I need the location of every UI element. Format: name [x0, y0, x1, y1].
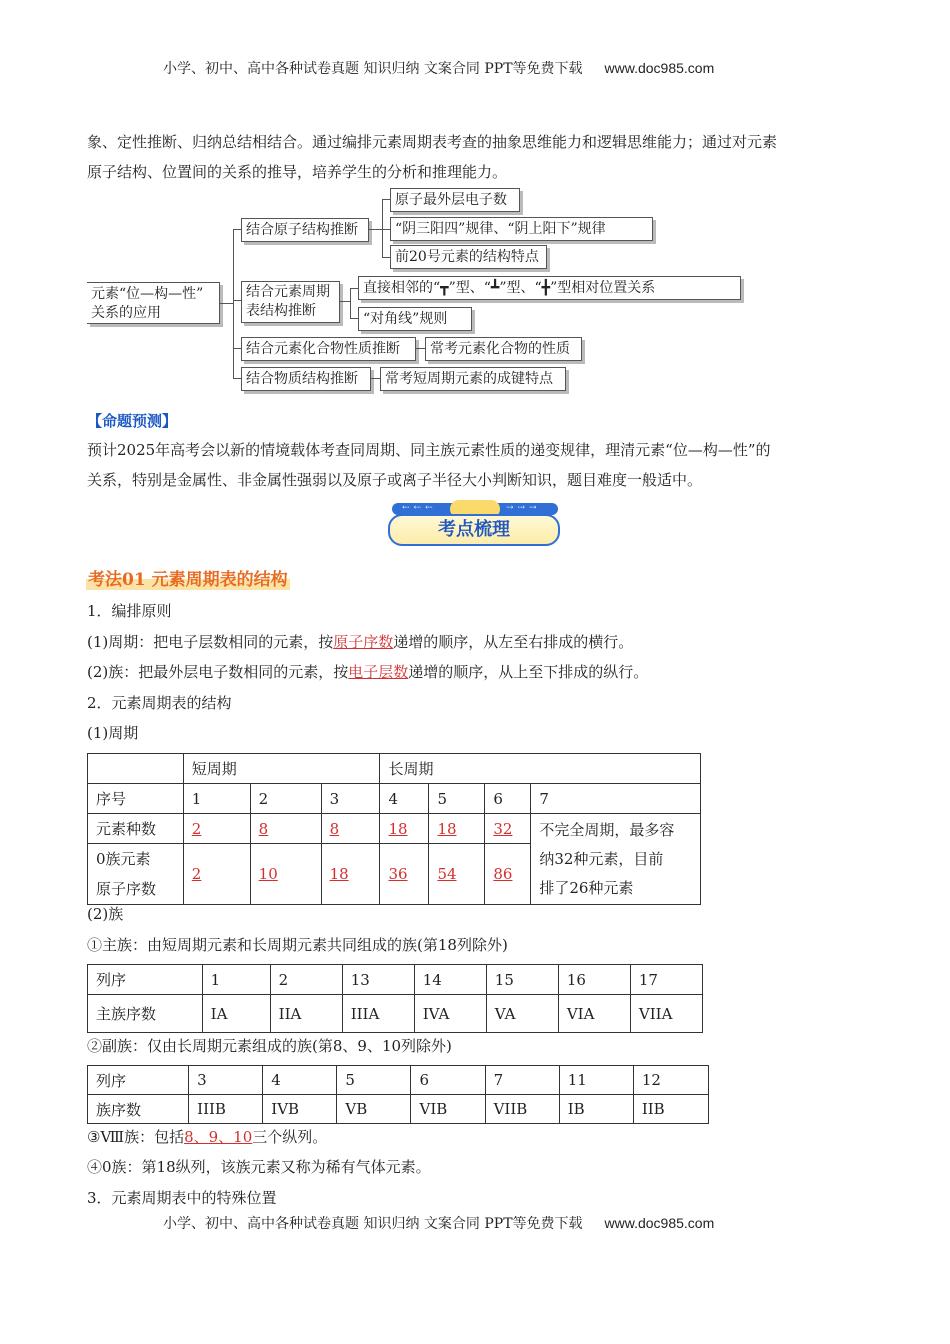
main-group-table [87, 964, 703, 1033]
period-table-corner [88, 754, 184, 784]
period-zero-cell: 54 [429, 844, 485, 905]
main-group-num-cell: IIA [270, 995, 342, 1033]
prediction-line-1: 预计2025年高考会以新的情境载体考查同周期、同主族元素性质的递变规律，理清元素“位—构—性”的 [87, 441, 771, 459]
period-zero-cell: 2 [183, 844, 250, 905]
main-group-num-label: 主族序数 [88, 995, 203, 1033]
period-seq-cell: 3 [321, 784, 380, 814]
rule-group-post: 递增的顺序，从上至下排成的纵行。 [408, 663, 649, 681]
period-table-count-label: 元素种数 [88, 814, 184, 844]
sub-group-num-cell: VIIB [485, 1095, 559, 1124]
period-seq-cell: 2 [250, 784, 321, 814]
period-count-cell: 18 [429, 814, 485, 844]
sub-group-col-cell: 5 [337, 1066, 411, 1095]
intro-line-2: 原子结构、位置间的关系的推导，培养学生的分析和推理能力。 [87, 163, 508, 181]
period-zero-cell: 10 [250, 844, 321, 905]
footer-url[interactable]: www.doc985.com [604, 1215, 715, 1231]
banner-arrows-right-icon: ⇢⇢⇢ [506, 503, 541, 513]
mindmap-branch-2 [241, 281, 340, 323]
mindmap-root [87, 282, 220, 324]
banner-arrows-left-icon: ⇠⇠⇠ [402, 503, 437, 513]
period-count-cell: 32 [485, 814, 531, 844]
sub-group-col-cell: 4 [263, 1066, 337, 1095]
rule-group-pre: (2)族：把最外层电子数相同的元素，按 [87, 663, 349, 681]
rule-period-post: 递增的顺序，从左至右排成的横行。 [393, 633, 634, 651]
group-viii-answer: 8、9、10 [184, 1128, 253, 1146]
period-zero-cell: 86 [485, 844, 531, 905]
sub-group-num-cell: IB [559, 1095, 633, 1124]
mindmap-branch-2-line2: 表结构推断 [246, 303, 316, 319]
mindmap-branch-3: 结合元素化合物性质推断 [241, 337, 416, 361]
period-table-seq-label: 序号 [88, 784, 184, 814]
main-group-col-cell: 13 [342, 965, 414, 995]
sub-group-num-cell: IIIB [189, 1095, 263, 1124]
subsection-period: (1)周期 [87, 724, 139, 742]
group-viii [87, 1122, 327, 1152]
mindmap-leaf-2-2: “对角线”规则 [358, 307, 472, 331]
rule-period-pre: (1)周期：把电子层数相同的元素，按 [87, 633, 334, 651]
subsection-3: 3．元素周期表中的特殊位置 [87, 1189, 277, 1207]
sub-group-desc: ②副族：仅由长周期元素组成的族(第8、9、10列除外) [87, 1037, 452, 1055]
section-banner [388, 500, 562, 548]
rule-period [87, 627, 633, 657]
sub-group-num-cell: VIB [411, 1095, 485, 1124]
period-zero-cell: 18 [321, 844, 380, 905]
rule-group-answer: 电子层数 [348, 663, 409, 681]
main-group-num-cell: VIIA [630, 995, 702, 1033]
subsection-1: 1．编排原则 [87, 602, 172, 620]
main-group-desc: ①主族：由短周期元素和长周期元素共同组成的族(第18列除外) [87, 936, 508, 954]
period-7-note [531, 814, 701, 905]
sub-group-col-cell: 6 [411, 1066, 485, 1095]
sub-group-num-cell: IVB [263, 1095, 337, 1124]
period-zero-label-line1: 0族元素 [96, 850, 151, 868]
period-7-note-line1: 不完全周期，最多容 [539, 820, 675, 839]
period-count-cell: 8 [250, 814, 321, 844]
page-footer [163, 1213, 714, 1233]
sub-group-col-cell: 11 [559, 1066, 633, 1095]
period-zero-cell: 36 [380, 844, 429, 905]
period-count-cell: 2 [183, 814, 250, 844]
period-table-short-header: 短周期 [183, 754, 380, 784]
period-7-note-line2: 纳32种元素，目前 [539, 849, 664, 868]
mindmap-root-line2: 关系的应用 [91, 305, 161, 321]
mindmap-leaf-1-2: “阴三阳四”规律、“阴上阳下”规律 [390, 217, 653, 241]
sub-group-col-label: 列序 [88, 1066, 189, 1095]
group-viii-post: 三个纵列。 [252, 1128, 328, 1146]
mindmap-branch-4: 结合物质结构推断 [241, 367, 371, 391]
mindmap-branch-2-line1: 结合元素周期 [246, 284, 330, 300]
rule-period-answer: 原子序数 [333, 633, 394, 651]
main-group-col-cell: 16 [558, 965, 630, 995]
period-table-long-header: 长周期 [380, 754, 701, 784]
sub-group-num-label: 族序数 [88, 1095, 189, 1124]
period-seq-cell: 1 [183, 784, 250, 814]
main-group-col-cell: 2 [270, 965, 342, 995]
mindmap-leaf-4: 常考短周期元素的成键特点 [380, 367, 566, 391]
mindmap-root-line1: 元素“位—构—性” [91, 286, 204, 302]
header-text: 小学、初中、高中各种试卷真题 知识归纳 文案合同 PPT等免费下载 [163, 61, 583, 77]
period-seq-cell: 5 [429, 784, 485, 814]
main-group-col-cell: 1 [202, 965, 270, 995]
main-group-col-label: 列序 [88, 965, 203, 995]
section-title: 考法01 元素周期表的结构 [86, 565, 290, 590]
main-group-num-cell: VIA [558, 995, 630, 1033]
main-group-num-cell: VA [486, 995, 558, 1033]
sub-group-num-cell: VB [337, 1095, 411, 1124]
mindmap-leaf-3: 常考元素化合物的性质 [425, 337, 582, 361]
mindmap-leaf-1-3: 前20号元素的结构特点 [390, 245, 547, 269]
sub-group-table [87, 1065, 709, 1124]
prediction-title: 【命题预测】 [87, 412, 178, 430]
period-seq-cell: 4 [380, 784, 429, 814]
sub-group-col-cell: 3 [189, 1066, 263, 1095]
period-count-cell: 18 [380, 814, 429, 844]
period-zero-label-line2: 原子序数 [96, 880, 157, 898]
mindmap-branch-1: 结合原子结构推断 [241, 218, 369, 242]
main-group-col-cell: 17 [630, 965, 702, 995]
main-group-num-cell: IIIA [342, 995, 414, 1033]
page-header [163, 58, 714, 78]
main-group-col-cell: 15 [486, 965, 558, 995]
period-table [87, 753, 701, 905]
rule-group [87, 657, 648, 687]
period-count-cell: 8 [321, 814, 380, 844]
header-url[interactable]: www.doc985.com [604, 60, 715, 76]
footer-text: 小学、初中、高中各种试卷真题 知识归纳 文案合同 PPT等免费下载 [163, 1216, 583, 1232]
main-group-num-cell: IVA [414, 995, 486, 1033]
intro-line-1: 象、定性推断、归纳总结相结合。通过编排元素周期表考查的抽象思维能力和逻辑思维能力；通过对元素 [87, 133, 778, 151]
period-7-note-line3: 排了26种元素 [539, 878, 634, 897]
mindmap-leaf-1-1: 原子最外层电子数 [390, 188, 520, 212]
subsection-2: 2．元素周期表的结构 [87, 694, 232, 712]
sub-group-col-cell: 7 [485, 1066, 559, 1095]
mindmap-leaf-2-1: 直接相邻的“┳”型、“┻”型、“╋”型相对位置关系 [358, 276, 741, 300]
group-zero: ④0族：第18纵列，该族元素又称为稀有气体元素。 [87, 1158, 431, 1176]
period-seq-cell: 6 [485, 784, 531, 814]
group-viii-pre: ③Ⅷ族：包括 [87, 1128, 185, 1146]
sub-group-col-cell: 12 [633, 1066, 708, 1095]
banner-title: 考点梳理 [388, 514, 560, 546]
period-seq-cell: 7 [531, 784, 701, 814]
main-group-col-cell: 14 [414, 965, 486, 995]
subsection-group: (2)族 [87, 905, 124, 923]
period-table-zero-label [88, 844, 184, 905]
prediction-line-2: 关系，特别是金属性、非金属性强弱以及原子或离子半径大小判断知识，题目难度一般适中。 [87, 471, 703, 489]
sub-group-num-cell: IIB [633, 1095, 708, 1124]
main-group-num-cell: IA [202, 995, 270, 1033]
